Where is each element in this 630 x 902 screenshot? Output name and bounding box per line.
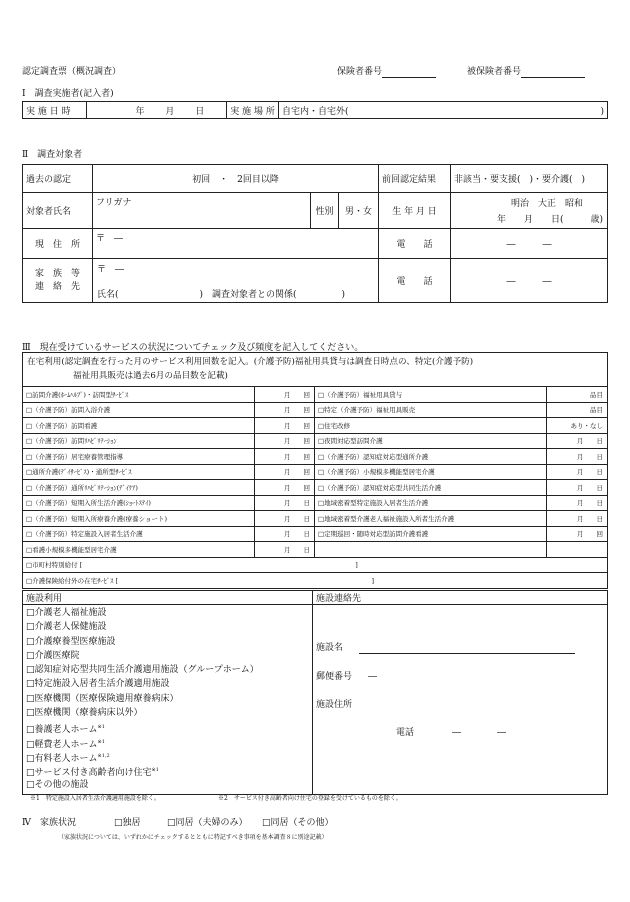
service-row bbox=[23, 557, 608, 573]
subject-name-label: 対象者氏名 bbox=[23, 193, 93, 229]
other-service-field[interactable]: □介護保険給付外の在宅ｻｰﾋﾞｽ [ ] bbox=[23, 573, 608, 589]
facility-option[interactable]: □その他の施設 bbox=[26, 779, 89, 790]
service-item-right[interactable]: □（介護予防）認知症対応型共同生活介護 bbox=[315, 480, 547, 496]
service-freq-left[interactable]: 月 回 bbox=[255, 449, 315, 465]
birth-era: 明治 大正 昭和 bbox=[511, 199, 584, 209]
subject-name-field[interactable]: フリガナ bbox=[93, 193, 311, 229]
insured-number-field[interactable] bbox=[467, 64, 585, 78]
family-postal: 〒 ― bbox=[97, 264, 125, 275]
service-row bbox=[23, 418, 608, 434]
facility-option[interactable]: □特定施設入居者生活介護適用施設 bbox=[26, 679, 170, 690]
family-note: （家族状況については、いずれかにチェックするとともに特記すべき事項を基本調査８に別途記載） bbox=[58, 834, 328, 841]
service-freq-right[interactable]: 月 日 bbox=[547, 511, 608, 527]
section-1-table bbox=[22, 101, 608, 119]
family-contact-field[interactable] bbox=[93, 259, 379, 303]
insurer-number-label: 保険者番号 bbox=[337, 67, 383, 77]
facility-use-list bbox=[23, 605, 313, 795]
service-item-right[interactable]: □定期巡回・随時対応型訪問介護看護 bbox=[315, 526, 547, 542]
service-freq-right bbox=[547, 542, 608, 558]
insured-number-label: 被保険者番号 bbox=[467, 67, 522, 77]
family-phone-label: 電 話 bbox=[379, 259, 451, 303]
service-freq-left[interactable]: 月 回 bbox=[255, 433, 315, 449]
facility-name-field[interactable] bbox=[316, 640, 604, 654]
service-freq-left[interactable]: 月 日 bbox=[255, 526, 315, 542]
service-row bbox=[23, 480, 608, 496]
birthdate-label: 生 年 月 日 bbox=[379, 193, 451, 229]
service-freq-right[interactable]: 月 日 bbox=[547, 449, 608, 465]
service-freq-left[interactable]: 月 回 bbox=[255, 464, 315, 480]
service-item-left[interactable]: □（介護予防）訪問看護 bbox=[23, 418, 255, 434]
gender-field[interactable]: 男・女 bbox=[339, 193, 379, 229]
service-row bbox=[23, 542, 608, 558]
family-name: 氏名( ) 調査対象者との関係( ) bbox=[97, 289, 346, 300]
phone-field[interactable]: ― ― bbox=[451, 229, 608, 259]
service-freq-right[interactable]: あり・なし bbox=[547, 418, 608, 434]
service-item-left[interactable]: □（介護予防）居宅療養管理指導 bbox=[23, 449, 255, 465]
gender-label: 性別 bbox=[311, 193, 339, 229]
prev-cert-label: 過去の認定 bbox=[23, 165, 93, 193]
section-3-heading: Ⅲ 現在受けているサービスの状況についてチェック及び頻度を記入してください。 bbox=[22, 343, 364, 353]
service-row bbox=[23, 449, 608, 465]
address-label: 現 住 所 bbox=[23, 229, 93, 259]
service-row bbox=[23, 387, 608, 403]
footnote-1: ※1 特定施設入居者生活介護適用施設を除く。 bbox=[30, 795, 160, 802]
phone-label: 電 話 bbox=[379, 229, 451, 259]
service-item-right[interactable]: □特定（介護予防）福祉用具販売 bbox=[315, 402, 547, 418]
address-field[interactable]: 〒 ― bbox=[93, 229, 379, 259]
service-item-right[interactable]: □住宅改修 bbox=[315, 418, 547, 434]
facility-contact-label: 施設連絡先 bbox=[313, 591, 608, 605]
footnote-2: ※2 サービス付き高齢者向け住宅の登録を受けているものを除く。 bbox=[218, 795, 402, 802]
insurer-number-field[interactable] bbox=[337, 64, 436, 78]
service-row bbox=[23, 464, 608, 480]
service-row bbox=[23, 526, 608, 542]
service-freq-right[interactable]: 月 日 bbox=[547, 495, 608, 511]
service-item-left[interactable]: □（介護予防）訪問入浴介護 bbox=[23, 402, 255, 418]
service-item-right[interactable]: □（介護予防）認知症対応型通所介護 bbox=[315, 449, 547, 465]
service-item-right[interactable]: □夜間対応型訪問介護 bbox=[315, 433, 547, 449]
family-label-line2: 連 絡 先 bbox=[34, 281, 80, 292]
facility-name-label: 施設名 bbox=[316, 643, 344, 653]
service-freq-left[interactable]: 月 日 bbox=[255, 511, 315, 527]
facility-option[interactable]: □介護老人保健施設 bbox=[26, 622, 107, 633]
facility-option[interactable]: □軽費老人ホーム$^{※1}$ bbox=[26, 738, 105, 750]
service-row bbox=[23, 495, 608, 511]
date-label: 実 施 日 時 bbox=[23, 102, 87, 119]
service-item-right[interactable]: □地域密着型特定施設入居者生活介護 bbox=[315, 495, 547, 511]
intro-line1: 在宅利用(認定調査を行った月のサービス利用回数を記入。(介護予防)福祉用具貸与は調査日時点の、特定(介護予防) bbox=[27, 357, 474, 367]
service-freq-right[interactable]: 月 日 bbox=[547, 433, 608, 449]
city-benefit-field[interactable]: □市町村特別給付 [ ] bbox=[23, 557, 608, 573]
service-item-left[interactable]: □（介護予防）通所ﾘﾊﾋﾞﾘﾃｰｼｮﾝ(ﾃﾞｲｹｱ) bbox=[23, 480, 255, 496]
section-4-heading: Ⅳ 家族状況 bbox=[22, 818, 76, 828]
home-service-intro bbox=[22, 352, 608, 386]
service-item-right[interactable]: □地域密着型介護老人福祉施設入所者生活介護 bbox=[315, 511, 547, 527]
service-row bbox=[23, 402, 608, 418]
place-label: 実 施 場 所 bbox=[227, 102, 279, 119]
facility-option[interactable]: □養護老人ホーム$^{※1}$ bbox=[26, 724, 105, 736]
service-row bbox=[23, 511, 608, 527]
service-item-right[interactable]: □（介護予防）福祉用具貸与 bbox=[315, 387, 547, 403]
family-label-line1: 家 族 等 bbox=[34, 268, 80, 279]
facility-phone-field[interactable] bbox=[316, 725, 604, 738]
facility-option[interactable]: □介護医療院 bbox=[26, 650, 80, 661]
facility-use-label: 施設利用 bbox=[23, 591, 313, 605]
service-row bbox=[23, 433, 608, 449]
facility-address-label[interactable]: 施設住所 bbox=[316, 700, 353, 710]
service-item-left[interactable]: □看護小規模多機能型居宅介護 bbox=[23, 542, 255, 558]
service-freq-left[interactable]: 月 日 bbox=[255, 542, 315, 558]
service-row bbox=[23, 573, 608, 589]
place-field[interactable]: 自宅内・自宅外( ) bbox=[278, 102, 607, 119]
facility-option[interactable]: □認知症対応型共同生活介護適用施設（グループホーム） bbox=[26, 665, 259, 676]
family-other-checkbox[interactable]: □同居（その他） bbox=[262, 818, 334, 828]
family-alone-checkbox[interactable]: □独居 bbox=[114, 818, 141, 828]
family-couple-checkbox[interactable]: □同居（夫婦のみ） bbox=[167, 818, 248, 828]
service-freq-right[interactable]: 月 回 bbox=[547, 526, 608, 542]
facility-table bbox=[22, 590, 608, 795]
family-phone-field[interactable]: ― ― bbox=[451, 259, 608, 303]
service-item-right[interactable]: □（介護予防）小規模多機能型居宅介護 bbox=[315, 464, 547, 480]
service-item-left[interactable]: □（介護予防）短期入所生活介護(ｼｮｰﾄｽﾃｲ) bbox=[23, 495, 255, 511]
section-2-heading: Ⅱ 調査対象者 bbox=[22, 150, 83, 160]
service-item-right bbox=[315, 542, 547, 558]
service-item-left[interactable]: □訪問介護(ﾎｰﾑﾍﾙﾌﾟ)・訪問型ｻｰﾋﾞｽ bbox=[23, 387, 255, 403]
prev-cert-field[interactable]: 初回 ・ 2回目以降 bbox=[93, 165, 379, 193]
prev-result-field[interactable]: 非該当・要支援( )・要介護( ) bbox=[451, 165, 608, 193]
facility-phone-value: ― ― bbox=[452, 728, 507, 738]
form-title: 認定調査票（概況調査） bbox=[22, 67, 122, 77]
home-service-table bbox=[22, 386, 608, 589]
family-contact-label bbox=[23, 259, 93, 303]
service-freq-left[interactable]: 月 回 bbox=[255, 480, 315, 496]
service-item-left[interactable]: □（介護予防）訪問ﾘﾊﾋﾞﾘﾃｰｼｮﾝ bbox=[23, 433, 255, 449]
intro-line2: 福祉用具販売は過去6月の品目数を記載) bbox=[73, 371, 228, 381]
service-freq-left[interactable]: 月 回 bbox=[255, 402, 315, 418]
facility-postal-label: 郵便番号 bbox=[316, 672, 353, 682]
date-field[interactable]: 年 月 日 bbox=[86, 102, 227, 119]
facility-postal-value: ― bbox=[368, 672, 378, 682]
section-2-table bbox=[22, 164, 608, 303]
service-item-left[interactable]: □（介護予防）短期入所療養介護(療養ショート) bbox=[23, 511, 255, 527]
facility-option[interactable]: □有料老人ホーム$^{※1,2}$ bbox=[26, 752, 110, 764]
facility-option[interactable]: □介護療養型医療施設 bbox=[26, 636, 116, 647]
facility-option[interactable]: □サービス付き高齢者向け住宅$^{※1}$ bbox=[26, 767, 159, 779]
birthdate-field[interactable] bbox=[451, 193, 608, 229]
service-freq-right[interactable]: 品目 bbox=[547, 387, 608, 403]
service-item-left[interactable]: □通所介護(ﾃﾞｲｻｰﾋﾞｽ)・通所型ｻｰﾋﾞｽ bbox=[23, 464, 255, 480]
facility-option[interactable]: □介護老人福祉施設 bbox=[26, 608, 107, 618]
service-freq-right[interactable]: 品目 bbox=[547, 402, 608, 418]
service-freq-right[interactable]: 月 日 bbox=[547, 480, 608, 496]
prev-result-label: 前回認定結果 bbox=[379, 165, 451, 193]
service-freq-right[interactable]: 月 日 bbox=[547, 464, 608, 480]
service-item-left[interactable]: □（介護予防）特定施設入居者生活介護 bbox=[23, 526, 255, 542]
facility-postal-field[interactable] bbox=[316, 669, 604, 682]
facility-contact-panel bbox=[313, 605, 608, 795]
facility-phone-label: 電話 bbox=[396, 728, 415, 738]
facility-option[interactable]: □医療機関（医療保険適用療養病床） bbox=[26, 693, 179, 704]
facility-option[interactable]: □医療機関（療養病床以外） bbox=[26, 708, 143, 719]
birth-value: 年 月 日( 歳) bbox=[496, 215, 603, 225]
service-freq-left[interactable]: 月 日 bbox=[255, 495, 315, 511]
service-freq-left[interactable]: 月 回 bbox=[255, 387, 315, 403]
section-1-heading: Ⅰ 調査実施者(記入者) bbox=[22, 89, 114, 99]
service-freq-left[interactable]: 月 回 bbox=[255, 418, 315, 434]
